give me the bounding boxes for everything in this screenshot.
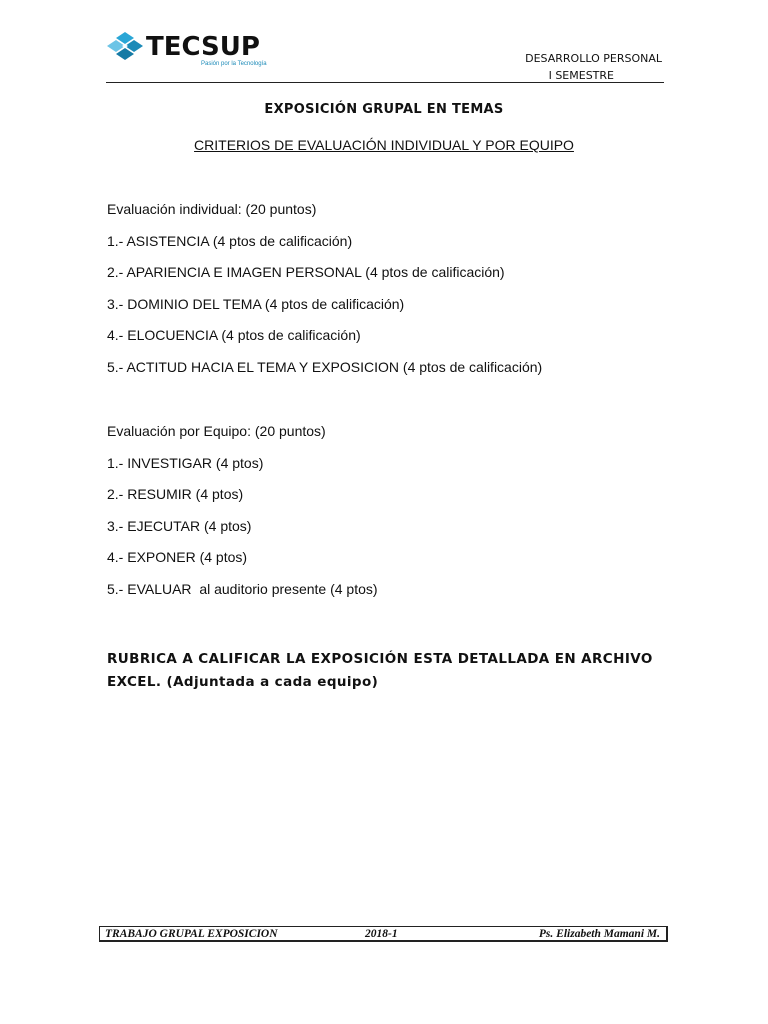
tecsup-logo [106,30,286,72]
header-course-info [525,50,662,84]
list-item: 4.- ELOCUENCIA (4 ptos de calificación) [107,327,361,344]
list-item: 5.- ACTITUD HACIA EL TEMA Y EXPOSICION (4 ptos de calificación) [107,358,543,375]
individual-evaluation-section [107,201,542,391]
team-heading: Evaluación por Equipo: (20 puntos) [107,423,326,439]
logo-wordmark: TECSUP [146,32,260,62]
header-divider [106,82,664,83]
rubric-note-line1: RUBRICA A CALIFICAR LA EXPOSICIÓN ESTA DETALLADA EN ARCHIVO [107,651,653,667]
individual-heading: Evaluación individual: (20 puntos) [107,201,317,217]
tecsup-logo-mark-icon [106,30,144,66]
list-item: 4.- EXPONER (4 ptos) [107,549,248,566]
semester-label: I SEMESTRE [548,69,614,82]
document-title: EXPOSICIÓN GRUPAL EN TEMAS [264,102,504,117]
footer-assignment: TRABAJO GRUPAL EXPOSICION [105,928,278,940]
rubric-note [107,648,667,694]
list-item: 3.- EJECUTAR (4 ptos) [107,517,252,534]
list-item: 2.- APARIENCIA E IMAGEN PERSONAL (4 ptos de calificación) [107,264,505,281]
list-item: 1.- ASISTENCIA (4 ptos de calificación) [107,232,353,249]
page-footer [99,926,668,942]
list-item: 2.- RESUMIR (4 ptos) [107,486,244,503]
footer-author: Ps. Elizabeth Mamani M. [538,928,660,940]
team-evaluation-section [107,423,378,613]
footer-period: 2018-1 [365,928,398,940]
course-name: DESARROLLO PERSONAL [525,52,662,65]
logo-tagline: Pasión por la Tecnología [201,61,267,67]
list-item: 1.- INVESTIGAR (4 ptos) [107,454,264,471]
document-subtitle: CRITERIOS DE EVALUACIÓN INDIVIDUAL Y POR EQUIPO [194,137,574,153]
rubric-note-line2: EXCEL. (Adjuntada a cada equipo) [107,674,379,690]
list-item: 3.- DOMINIO DEL TEMA (4 ptos de calificación) [107,295,405,312]
list-item: 5.- EVALUAR al auditorio presente (4 ptos) [107,580,378,597]
